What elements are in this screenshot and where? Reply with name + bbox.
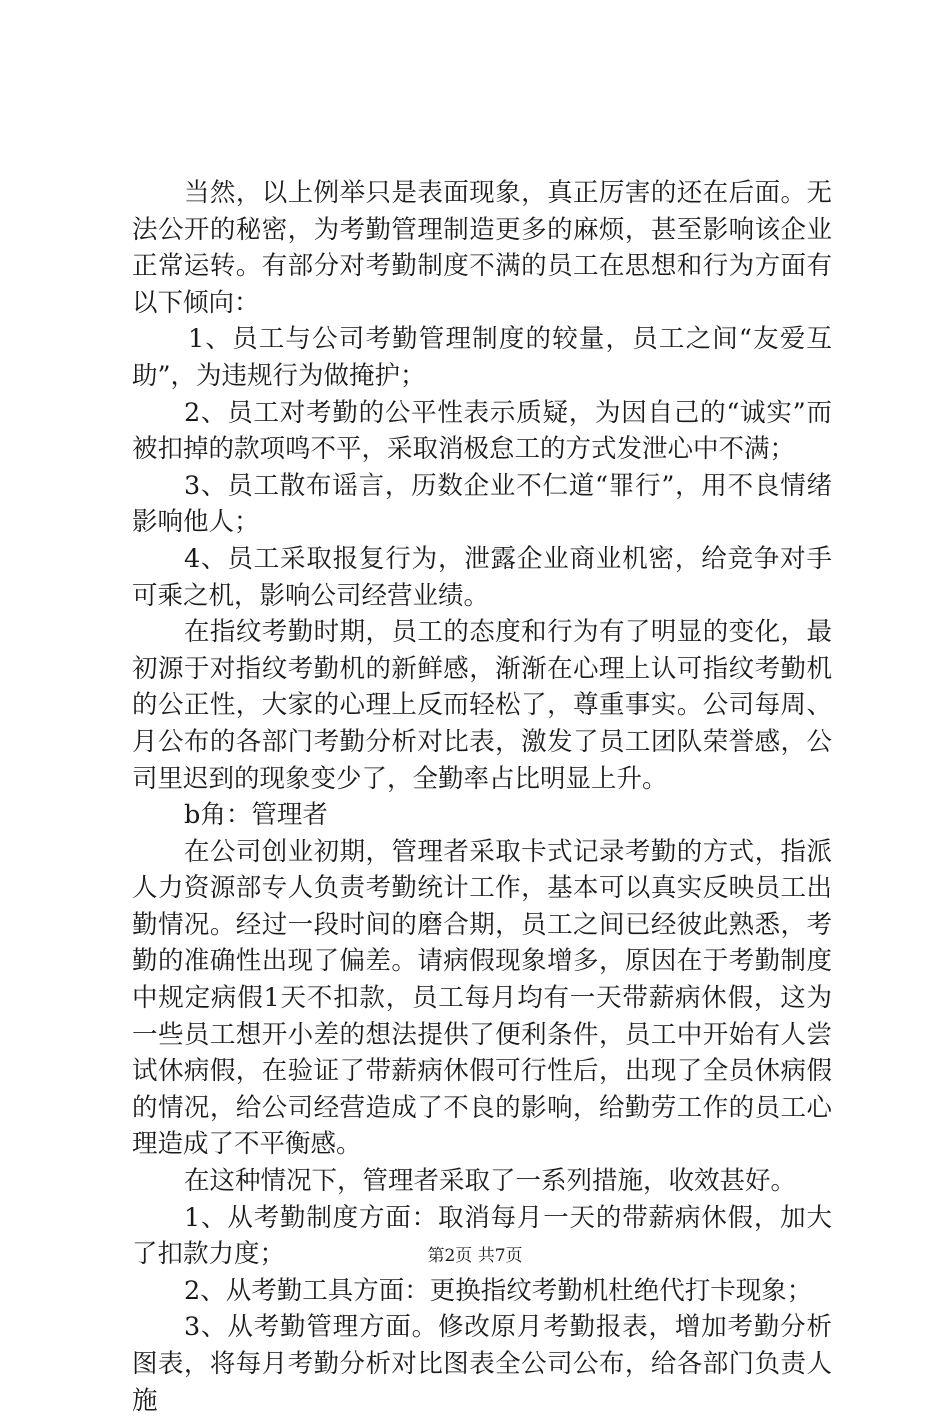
- list-item-tendency-4: 4、员工采取报复行为，泄露企业商业机密，给竞争对手可乘之机，影响公司经营业绩。: [132, 543, 832, 611]
- paragraph-measures-intro: 在这种情况下，管理者采取了一系列措施，收效甚好。: [184, 1166, 797, 1197]
- paragraph-intro: 当然，以上例举只是表面现象，真正厉害的还在后面。无法公开的秘密，为考勤管理制造更多的麻烦，甚至影响该企业正常运转。有部分对考勤制度不满的员工在思想和行为方面有以下倾向：: [132, 178, 832, 318]
- list-item-measure-1: 1、从考勤制度方面：取消每月一天的带薪病休假，加大了扣款力度；: [132, 1202, 832, 1270]
- document-body: [132, 175, 832, 1419]
- list-item-measure-2: 2、从考勤工具方面：更换指纹考勤机杜绝代打卡现象；: [184, 1275, 813, 1306]
- section-heading-manager: b角：管理者: [184, 800, 328, 831]
- paragraph-fingerprint-period: 在指纹考勤时期，员工的态度和行为有了明显的变化，最初源于对指纹考勤机的新鲜感，渐渐在心理上认可指纹考勤机的公正性，大家的心理上反而轻松了，尊重事实。公司每周、月公布的各部门考勤分析对比表，激发了员工团队荣誉感，公司里迟到的现象变少了，全勤率占比明显上升。: [132, 617, 832, 794]
- list-item-tendency-3: 3、员工散布谣言，历数企业不仁道“罪行”，用不良情绪影响他人；: [132, 470, 832, 538]
- list-item-tendency-1: 1、员工与公司考勤管理制度的较量，员工之间“友爱互助”，为违规行为做掩护；: [132, 324, 832, 391]
- paragraph-startup-period: 在公司创业初期，管理者采取卡式记录考勤的方式，指派人力资源部专人负责考勤统计工作，基本可以真实反映员工出勤情况。经过一段时间的磨合期，员工之间已经彼此熟悉，考勤的准确性出现了偏差。请病假现象增多，原因在于考勤制度中规定病假1天不扣款，员工每月均有一天带薪病休假，这为一些员工想开小差的想法提供了便利条件，员工中开始有人尝试休病假，在验证了带薪病休假可行性后，出现了全员休病假的情况，给公司经营造成了不良的影响，给勤劳工作的员工心理造成了不平衡感。: [132, 836, 832, 1160]
- page-number-footer: 第2页 共7页: [427, 1246, 523, 1266]
- list-item-measure-3: 3、从考勤管理方面。修改原月考勤报表，增加考勤分析图表，将每月考勤分析对比图表全公司公布，给各部门负责人施: [132, 1312, 832, 1416]
- list-item-tendency-2: 2、员工对考勤的公平性表示质疑，为因自己的“诚实”而被扣掉的款项鸣不平，采取消极怠工的方式发泄心中不满；: [132, 397, 832, 465]
